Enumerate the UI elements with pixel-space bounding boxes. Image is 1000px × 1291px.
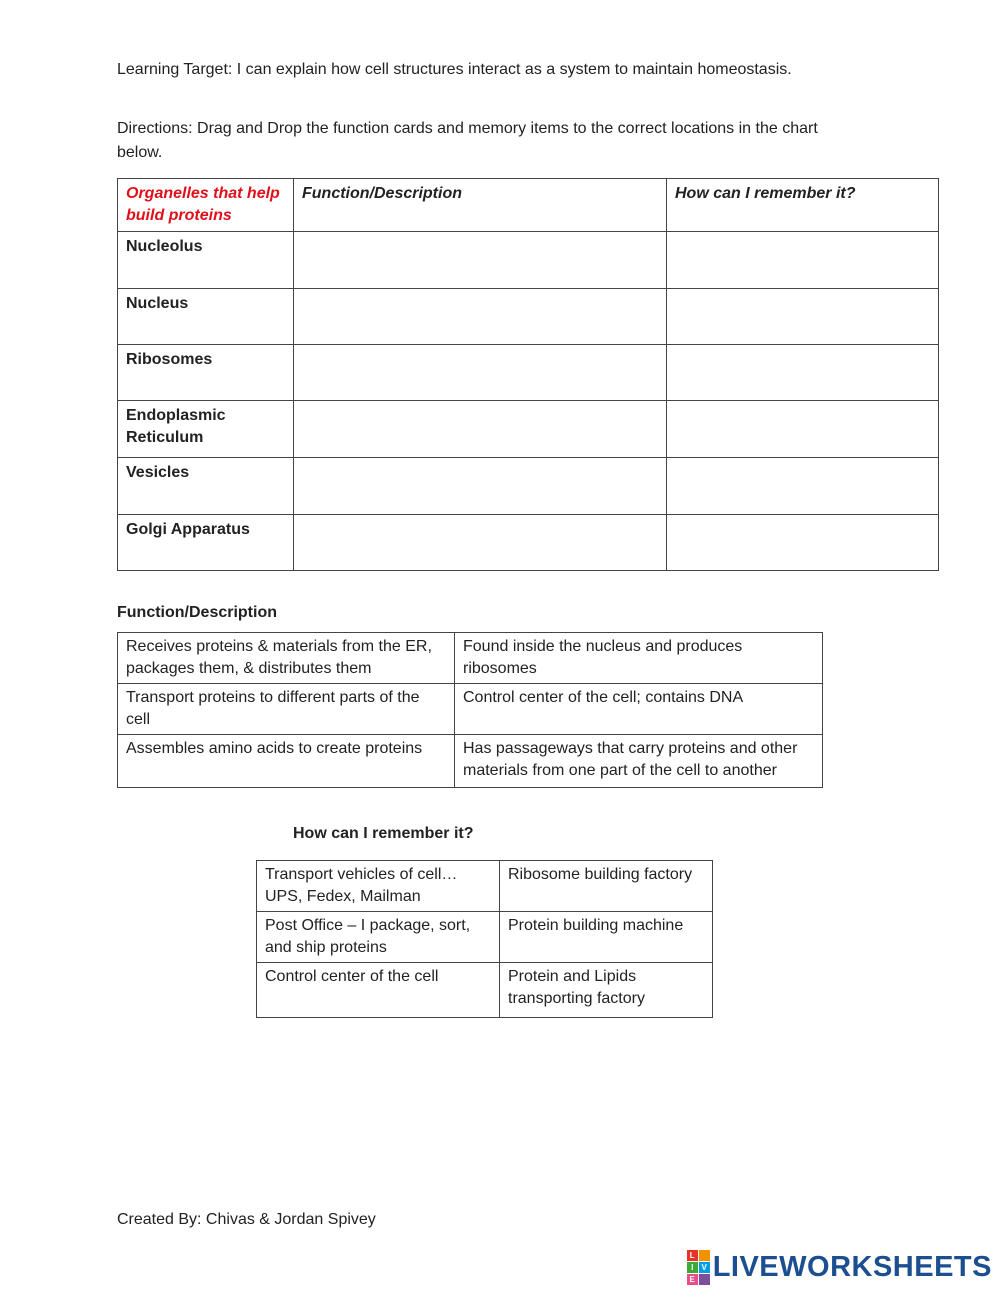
chart-row (118, 401, 939, 458)
remember-drop-zone[interactable] (667, 345, 939, 401)
remember-drop-zone[interactable] (667, 401, 939, 458)
organelle-name: Vesicles (118, 458, 294, 515)
function-drop-zone[interactable] (294, 289, 667, 345)
organelle-name: Nucleolus (118, 232, 294, 289)
memory-card[interactable]: Transport vehicles of cell…UPS, Fedex, Mailman (257, 861, 500, 912)
chart-row (118, 289, 939, 345)
directions-line-1: Directions: Drag and Drop the function cards and memory items to the correct locations in the chart (117, 120, 818, 137)
logo-badge-letter: L (687, 1250, 698, 1261)
logo-text: LIVEWORKSHEETS (712, 1251, 992, 1283)
function-card[interactable]: Transport proteins to different parts of the cell (118, 684, 455, 735)
credit-text: Created By: Chivas & Jordan Spivey (117, 1211, 376, 1228)
organelle-chart (117, 178, 939, 571)
remember-drop-zone[interactable] (667, 289, 939, 345)
chart-row (118, 345, 939, 401)
memory-card[interactable]: Ribosome building factory (500, 861, 713, 912)
directions-line-2: below. (117, 144, 163, 161)
memory-card[interactable]: Protein and Lipids transporting factory (500, 963, 713, 1018)
chart-row (118, 458, 939, 515)
function-cards-table (117, 632, 823, 788)
organelle-name: Golgi Apparatus (118, 515, 294, 571)
function-drop-zone[interactable] (294, 232, 667, 289)
function-drop-zone[interactable] (294, 458, 667, 515)
organelle-name: Ribosomes (118, 345, 294, 401)
chart-row (118, 515, 939, 571)
remember-drop-zone[interactable] (667, 458, 939, 515)
logo-badge-letter: V (699, 1262, 710, 1273)
logo-badge-letter: I (687, 1262, 698, 1273)
function-drop-zone[interactable] (294, 401, 667, 458)
header-remember: How can I remember it? (667, 179, 939, 232)
function-card[interactable]: Found inside the nucleus and produces ribosomes (455, 633, 823, 684)
function-card[interactable]: Receives proteins & materials from the ER, packages them, & distributes them (118, 633, 455, 684)
organelle-name: Endoplasmic Reticulum (118, 401, 294, 458)
logo-badge-letter: E (687, 1274, 698, 1285)
logo-badge-block (699, 1250, 710, 1261)
chart-header-row (118, 179, 939, 232)
logo-badge-icon (687, 1250, 710, 1285)
function-card[interactable]: Control center of the cell; contains DNA (455, 684, 823, 735)
organelle-name: Nucleus (118, 289, 294, 345)
learning-target: Learning Target: I can explain how cell structures interact as a system to maintain homeostasis. (117, 61, 792, 78)
function-section-title: Function/Description (117, 604, 277, 621)
function-drop-zone[interactable] (294, 345, 667, 401)
memory-card[interactable]: Control center of the cell (257, 963, 500, 1018)
remember-drop-zone[interactable] (667, 515, 939, 571)
logo-badge-block (699, 1274, 710, 1285)
function-card[interactable]: Has passageways that carry proteins and other materials from one part of the cell to another (455, 735, 823, 788)
remember-cards-table (256, 860, 713, 1018)
liveworksheets-logo (687, 1250, 992, 1285)
remember-section-title: How can I remember it? (293, 825, 474, 842)
chart-row (118, 232, 939, 289)
header-organelles: Organelles that help build proteins (118, 179, 294, 232)
memory-card[interactable]: Post Office – I package, sort, and ship proteins (257, 912, 500, 963)
remember-drop-zone[interactable] (667, 232, 939, 289)
header-function: Function/Description (294, 179, 667, 232)
function-card[interactable]: Assembles amino acids to create proteins (118, 735, 455, 788)
memory-card[interactable]: Protein building machine (500, 912, 713, 963)
function-drop-zone[interactable] (294, 515, 667, 571)
